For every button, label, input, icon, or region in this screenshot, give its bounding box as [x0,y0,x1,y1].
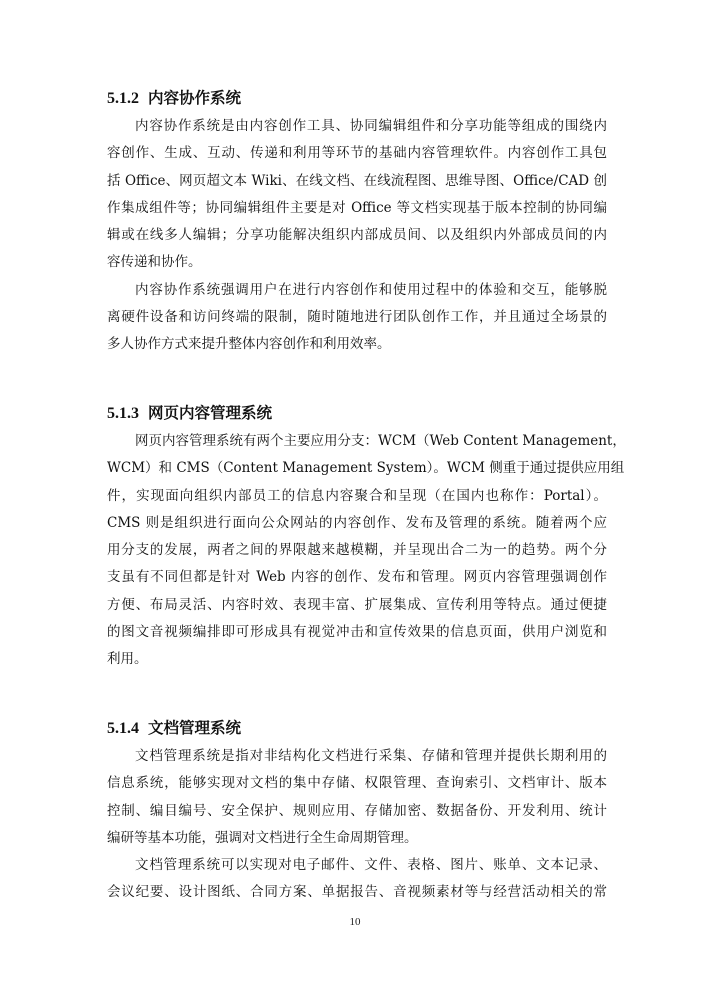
text-line: 文档管理系统可以实现对电子邮件、文件、表格、图片、账单、文本记录、 [135,857,607,874]
text-line: 多人协作方式来提升整体内容创作和利用效率。 [107,336,391,353]
section-title: 内容协作系统 [148,89,242,107]
section-number: 5.1.4 [107,720,139,737]
paragraph [107,743,607,852]
text-line: 网页内容管理系统有两个主要应用分支：WCM（Web Content Management， [135,433,626,449]
paragraph [107,852,607,907]
text-line: 方便、布局灵活、内容时效、表现丰富、扩展集成、宣传利用等特点。通过便捷 [107,596,607,613]
section-title: 网页内容管理系统 [148,404,273,422]
paragraph [107,113,607,277]
page-number: 10 [349,916,361,928]
text-line: 容创作、生成、互动、传递和利用等环节的基础内容管理软件。内容创作工具包 [107,145,607,162]
section-title: 文档管理系统 [148,719,242,737]
text-line: 会议纪要、设计图纸、合同方案、单据报告、音视频素材等与经营活动相关的常 [107,884,607,901]
text-line: 用分支的发展，两者之间的界限越来越模糊，并呈现出合二为一的趋势。两个分 [107,542,607,559]
text-line: 利用。 [107,651,148,668]
section-5-1-2 [107,86,607,359]
text-line: 辑或在线多人编辑；分享功能解决组织内部成员间、以及组织内外部成员间的内 [107,227,607,244]
section-5-1-4 [107,716,607,907]
text-line: 容传递和协作。 [107,254,202,271]
text-line: 支虽有不同但都是针对 Web 内容的创作、发布和管理。网页内容管理强调创作 [107,569,607,586]
text-line: WCM）和 CMS（Content Management System）。WCM 侧重于通过提供应用组 [107,460,625,477]
text-line: 编研等基本功能，强调对文档进行全生命周期管理。 [107,829,418,846]
section-heading [107,716,607,740]
section-heading [107,401,607,425]
text-line: 括 Office、网页超文本 Wiki、在线文档、在线流程图、思维导图、Office/CAD 创 [107,172,607,189]
text-line: 文档管理系统是指对非结构化文档进行采集、存储和管理并提供长期利用的 [135,748,607,764]
text-line: 信息系统，能够实现对文档的集中存储、权限管理、查询索引、文档审计、版本 [107,775,607,792]
section-5-1-3 [107,401,626,674]
text-line: 内容协作系统强调用户在进行内容创作和使用过程中的体验和交互，能够脱 [135,281,607,298]
text-line: 控制、编目编号、安全保护、规则应用、存储加密、数据备份、开发利用、统计 [107,802,607,819]
section-number: 5.1.2 [107,90,139,107]
text-line: 的图文音视频编排即可形成具有视觉冲击和宣传效果的信息页面，供用户浏览和 [107,624,607,641]
text-line: CMS 则是组织进行面向公众网站的内容创作、发布及管理的系统。随着两个应 [107,514,607,531]
text-line: 内容协作系统是由内容创作工具、协同编辑组件和分享功能等组成的围绕内 [135,118,607,134]
text-line: 作集成组件等；协同编辑组件主要是对 Office 等文档实现基于版本控制的协同编 [107,199,607,216]
text-line: 离硬件设备和访问终端的限制，随时随地进行团队创作工作，并且通过全场景的 [107,309,607,326]
section-heading [107,86,607,110]
paragraph [107,428,626,674]
section-number: 5.1.3 [107,405,139,422]
text-line: 件，实现面向组织内部员工的信息内容聚合和呈现（在国内也称作：Portal）。 [107,487,607,504]
paragraph [107,277,607,359]
